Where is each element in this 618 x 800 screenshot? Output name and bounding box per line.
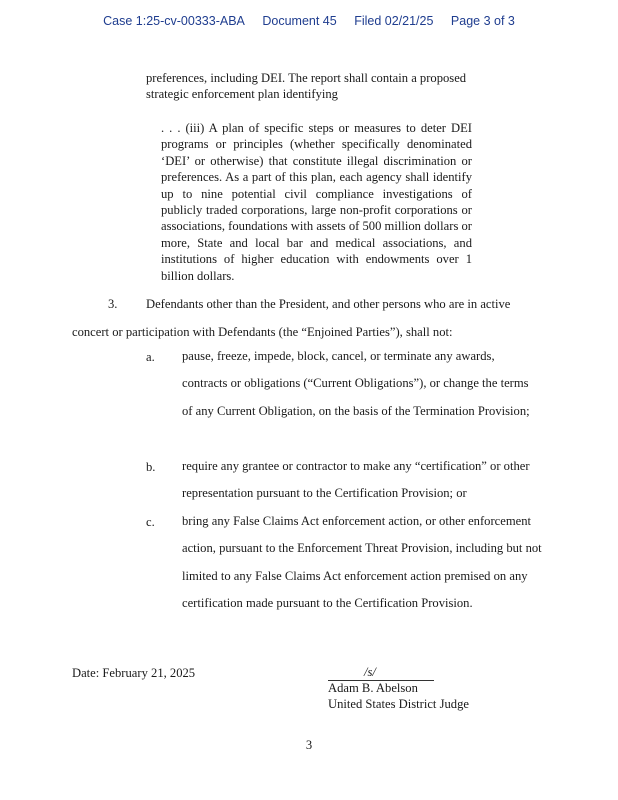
judge-title: United States District Judge <box>328 697 469 711</box>
item-label-b: b. <box>146 460 156 474</box>
filed-date: Filed 02/21/25 <box>354 14 434 28</box>
document-number: Document 45 <box>262 14 337 28</box>
case-number: Case 1:25-cv-00333-ABA <box>103 14 245 28</box>
judge-name: Adam B. Abelson <box>328 681 418 695</box>
page-number: 3 <box>305 738 313 752</box>
signature-mark: /s/ <box>364 665 376 679</box>
item-label-a: a. <box>146 350 155 364</box>
item-text-a: pause, freeze, impede, block, cancel, or terminate any awards, contracts or obligations (“Current Obligations”), or change the terms of any Current Obligation, on the basis of the Termination Provision; <box>182 349 530 418</box>
ecf-header <box>0 14 618 28</box>
quote-intro: preferences, including DEI. The report shall contain a proposed strategic enforcement plan identifying <box>146 71 467 102</box>
paragraph-line-2: concert or participation with Defendants (the “Enjoined Parties”), shall not: <box>72 325 453 339</box>
page-indicator: Page 3 of 3 <box>450 14 515 28</box>
item-text-b: require any grantee or contractor to make any “certification” or other representation pursuant to the Certification Provision; or <box>182 459 530 501</box>
item-label-c: c. <box>146 515 155 529</box>
paragraph-line-1: Defendants other than the President, and other persons who are in active <box>146 297 511 311</box>
order-date: Date: February 21, 2025 <box>72 666 196 680</box>
paragraph-number: 3. <box>108 297 118 311</box>
quote-block: . . . (iii) A plan of specific steps or measures to deter DEI programs or principles (whether specifically denominated ‘DEI’ or otherwise) that constitute illegal discrimination or preferences. As a part of this plan, each agency shall identify up to nine potential civil compliance investigations of publicly traded corporations, large non-profit corporations or associations, foundations with assets of 500 million dollars or more, State and local bar and medical associations, and institutions of higher education with endowments over 1 billion dollars. <box>161 121 472 283</box>
item-text-c: bring any False Claims Act enforcement action, or other enforcement action, pursuant to the Enforcement Threat Provision, including but not limited to any False Claims Act enforcement action premised on any certification made pursuant to the Certification Provision. <box>182 514 542 611</box>
